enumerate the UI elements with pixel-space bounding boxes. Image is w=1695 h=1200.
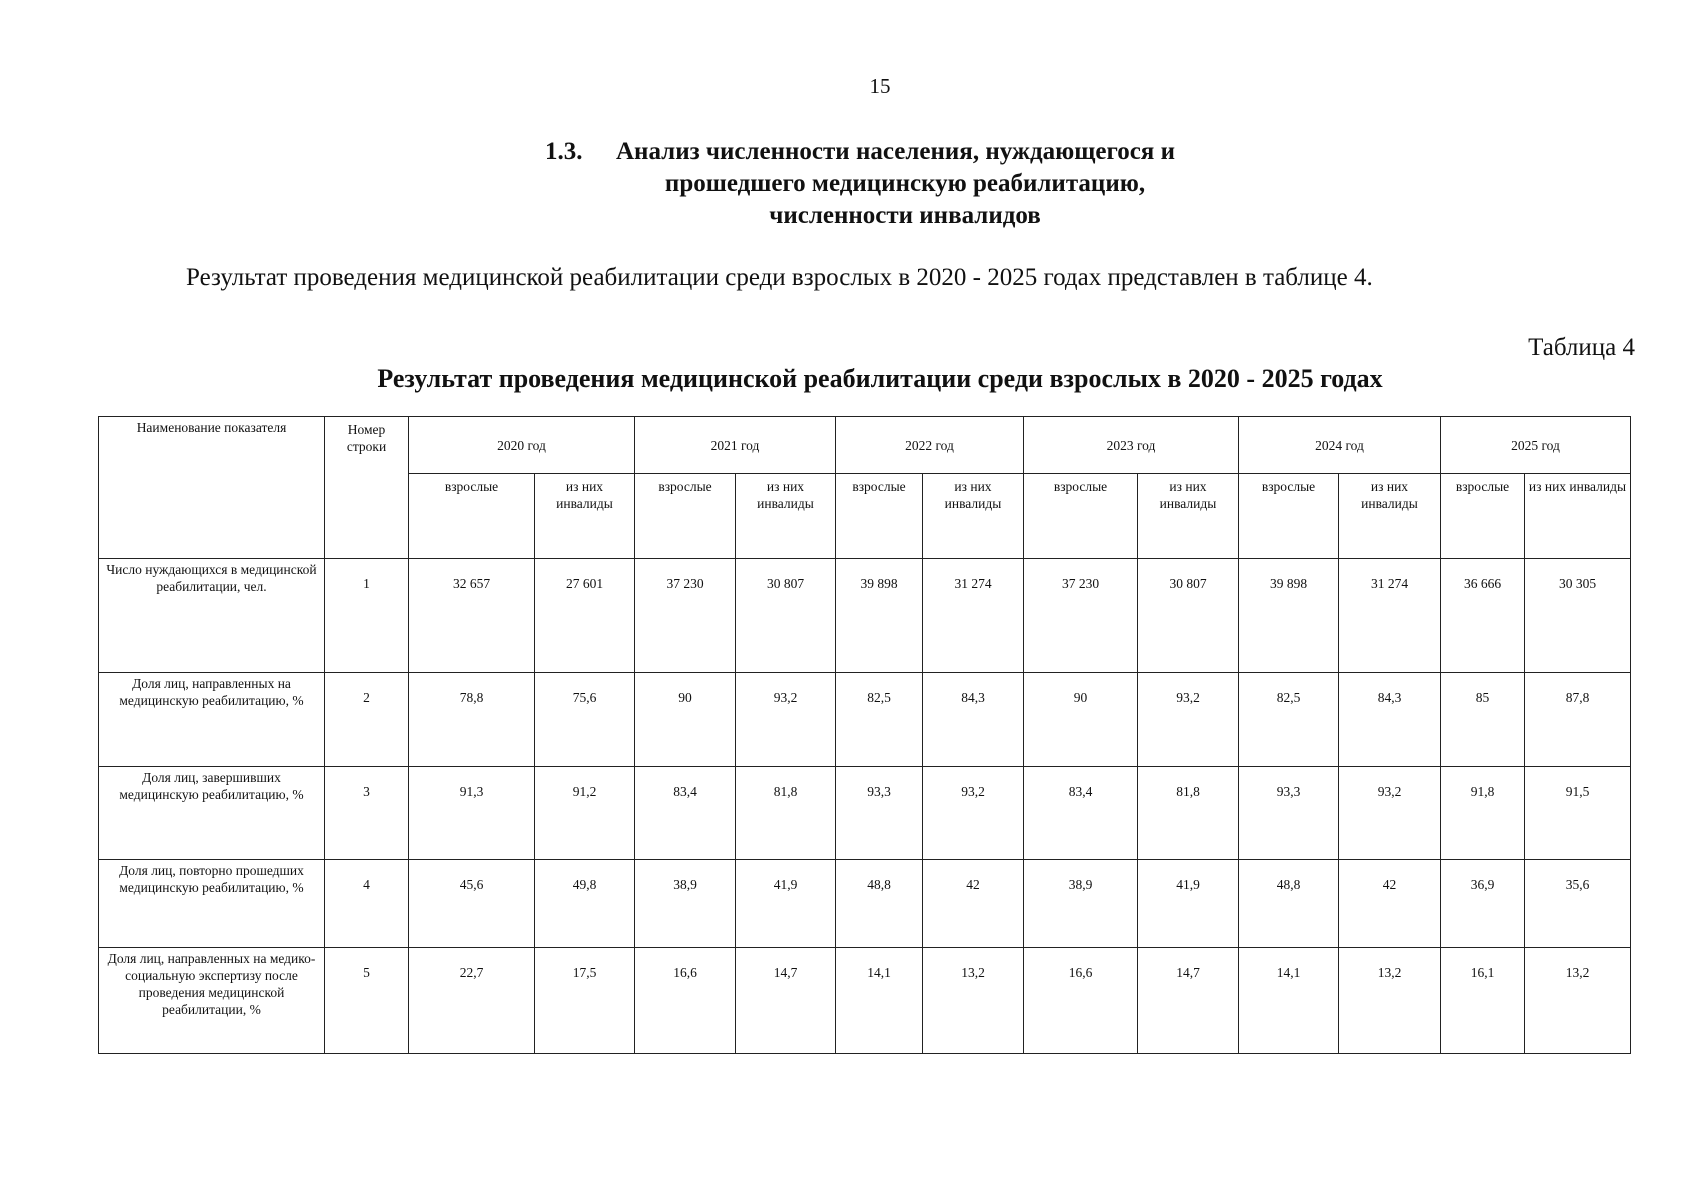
value-disabled: 41,9 xyxy=(1138,859,1239,947)
value-adults: 36,9 xyxy=(1441,859,1525,947)
header-adults: взрослые xyxy=(409,474,535,559)
header-year: 2021 год xyxy=(635,417,836,474)
value-adults: 39 898 xyxy=(836,559,923,673)
table-row xyxy=(99,766,1631,859)
header-row-years xyxy=(99,417,1631,474)
indicator-name: Доля лиц, завершивших медицинскую реабилитацию, % xyxy=(99,766,325,859)
value-adults: 37 230 xyxy=(1024,559,1138,673)
header-year: 2023 год xyxy=(1024,417,1239,474)
header-year: 2020 год xyxy=(409,417,635,474)
table-row xyxy=(99,859,1631,947)
heading-line-3: численности инвалидов xyxy=(769,202,1041,229)
header-disabled: из них инвалиды xyxy=(736,474,836,559)
value-disabled: 93,2 xyxy=(1138,673,1239,766)
indicator-name: Число нуждающихся в медицинской реабилитации, чел. xyxy=(99,559,325,673)
value-disabled: 42 xyxy=(923,859,1024,947)
value-adults: 90 xyxy=(1024,673,1138,766)
value-adults: 91,3 xyxy=(409,766,535,859)
row-number: 1 xyxy=(325,559,409,673)
value-adults: 82,5 xyxy=(1239,673,1339,766)
value-disabled: 31 274 xyxy=(923,559,1024,673)
value-disabled: 87,8 xyxy=(1525,673,1631,766)
header-adults: взрослые xyxy=(836,474,923,559)
table-label: Таблица 4 xyxy=(1528,334,1635,361)
value-disabled: 81,8 xyxy=(1138,766,1239,859)
value-adults: 78,8 xyxy=(409,673,535,766)
value-disabled: 93,2 xyxy=(1339,766,1441,859)
intro-paragraph: Результат проведения медицинской реабилитации среди взрослых в 2020 - 2025 годах представлен в таблице 4. xyxy=(186,264,1373,291)
value-disabled: 42 xyxy=(1339,859,1441,947)
value-disabled: 75,6 xyxy=(535,673,635,766)
value-adults: 83,4 xyxy=(1024,766,1138,859)
value-adults: 38,9 xyxy=(635,859,736,947)
value-adults: 14,1 xyxy=(836,947,923,1053)
value-disabled: 14,7 xyxy=(1138,947,1239,1053)
table-row xyxy=(99,947,1631,1053)
value-disabled: 14,7 xyxy=(736,947,836,1053)
header-indicator-name: Наименование показателя xyxy=(99,417,325,559)
value-adults: 16,6 xyxy=(1024,947,1138,1053)
value-adults: 93,3 xyxy=(1239,766,1339,859)
row-number: 4 xyxy=(325,859,409,947)
value-disabled: 27 601 xyxy=(535,559,635,673)
header-adults: взрослые xyxy=(1024,474,1138,559)
header-disabled: из них инвалиды xyxy=(1525,474,1631,559)
value-disabled: 84,3 xyxy=(923,673,1024,766)
value-disabled: 30 807 xyxy=(1138,559,1239,673)
value-adults: 14,1 xyxy=(1239,947,1339,1053)
header-disabled: из них инвалиды xyxy=(1138,474,1239,559)
value-adults: 39 898 xyxy=(1239,559,1339,673)
header-year: 2022 год xyxy=(836,417,1024,474)
value-disabled: 49,8 xyxy=(535,859,635,947)
heading-line-2: прошедшего медицинскую реабилитацию, xyxy=(664,170,1146,197)
indicator-name: Доля лиц, повторно прошедших медицинскую реабилитацию, % xyxy=(99,859,325,947)
value-disabled: 41,9 xyxy=(736,859,836,947)
value-disabled: 93,2 xyxy=(923,766,1024,859)
value-adults: 38,9 xyxy=(1024,859,1138,947)
indicator-name: Доля лиц, направленных на медицинскую реабилитацию, % xyxy=(99,673,325,766)
value-disabled: 84,3 xyxy=(1339,673,1441,766)
value-disabled: 13,2 xyxy=(923,947,1024,1053)
value-adults: 37 230 xyxy=(635,559,736,673)
row-number: 2 xyxy=(325,673,409,766)
value-adults: 22,7 xyxy=(409,947,535,1053)
value-disabled: 31 274 xyxy=(1339,559,1441,673)
value-adults: 82,5 xyxy=(836,673,923,766)
page-number: 15 xyxy=(869,74,891,98)
results-table xyxy=(98,416,1631,1054)
value-adults: 91,8 xyxy=(1441,766,1525,859)
header-adults: взрослые xyxy=(1441,474,1525,559)
value-adults: 85 xyxy=(1441,673,1525,766)
header-adults: взрослые xyxy=(1239,474,1339,559)
value-disabled: 91,2 xyxy=(535,766,635,859)
value-disabled: 35,6 xyxy=(1525,859,1631,947)
heading-line-1: Анализ численности населения, нуждающегося и xyxy=(616,138,1175,165)
header-year: 2025 год xyxy=(1441,417,1631,474)
header-disabled: из них инвалиды xyxy=(923,474,1024,559)
value-adults: 16,6 xyxy=(635,947,736,1053)
section-number: 1.3. xyxy=(545,138,583,165)
value-disabled: 13,2 xyxy=(1339,947,1441,1053)
row-number: 5 xyxy=(325,947,409,1053)
value-adults: 48,8 xyxy=(1239,859,1339,947)
value-disabled: 17,5 xyxy=(535,947,635,1053)
value-disabled: 30 305 xyxy=(1525,559,1631,673)
indicator-name: Доля лиц, направленных на медико-социальную экспертизу после проведения медицинской реабилитации, % xyxy=(99,947,325,1053)
section-heading xyxy=(545,136,1265,232)
header-disabled: из них инвалиды xyxy=(535,474,635,559)
value-adults: 48,8 xyxy=(836,859,923,947)
header-year: 2024 год xyxy=(1239,417,1441,474)
value-adults: 93,3 xyxy=(836,766,923,859)
value-disabled: 91,5 xyxy=(1525,766,1631,859)
value-disabled: 13,2 xyxy=(1525,947,1631,1053)
table-row xyxy=(99,673,1631,766)
value-adults: 32 657 xyxy=(409,559,535,673)
header-adults: взрослые xyxy=(635,474,736,559)
value-disabled: 93,2 xyxy=(736,673,836,766)
value-adults: 36 666 xyxy=(1441,559,1525,673)
value-adults: 45,6 xyxy=(409,859,535,947)
header-row-number: Номер строки xyxy=(325,417,409,559)
value-adults: 16,1 xyxy=(1441,947,1525,1053)
value-adults: 90 xyxy=(635,673,736,766)
table-row xyxy=(99,559,1631,673)
row-number: 3 xyxy=(325,766,409,859)
table-title: Результат проведения медицинской реабилитации среди взрослых в 2020 - 2025 годах xyxy=(377,364,1383,393)
value-disabled: 81,8 xyxy=(736,766,836,859)
value-disabled: 30 807 xyxy=(736,559,836,673)
header-disabled: из них инвалиды xyxy=(1339,474,1441,559)
value-adults: 83,4 xyxy=(635,766,736,859)
